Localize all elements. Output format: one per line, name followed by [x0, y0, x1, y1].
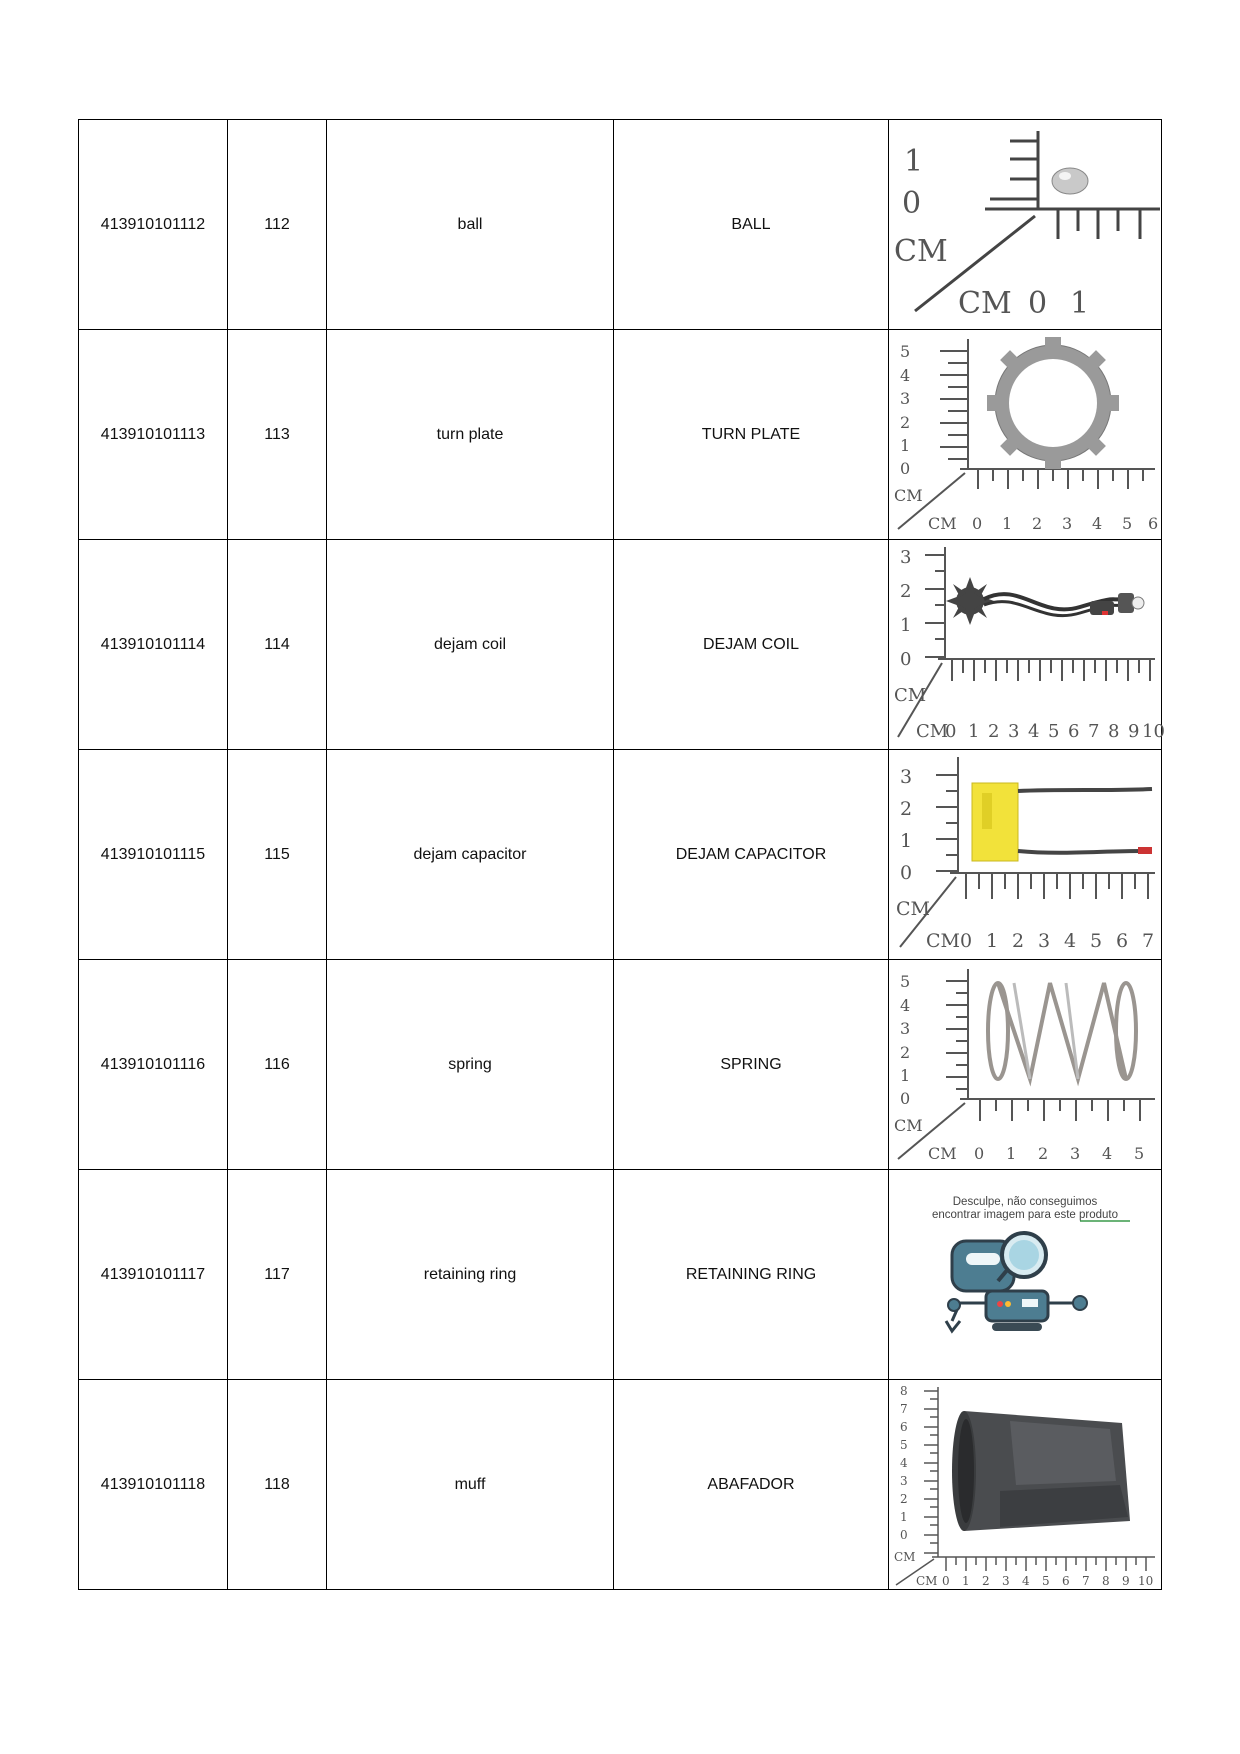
scale-tick-label: 7	[1088, 720, 1100, 742]
scale-tick-label: 1	[904, 143, 924, 179]
scale-tick-label: 0	[900, 458, 911, 478]
scale-tick-label: 10	[1142, 720, 1165, 742]
scale-tick-label: 4	[1102, 1143, 1113, 1163]
scale-tick-label: 1	[900, 1509, 908, 1524]
muff-part	[952, 1411, 1130, 1531]
spring-part	[988, 983, 1136, 1079]
scale-tick-label: 5	[1090, 929, 1103, 952]
scale-tick-label: 3	[1062, 513, 1073, 533]
part-code: 413910101112	[79, 120, 228, 330]
scale-tick-label: 1	[900, 829, 913, 852]
scale-tick-label: 6	[900, 1419, 908, 1434]
scale-tick-label: 9	[1128, 720, 1140, 742]
part-name-en: muff	[327, 1380, 614, 1590]
table-row	[79, 1170, 1162, 1380]
part-name-pt: BALL	[614, 120, 889, 330]
scale-tick-label: 4	[900, 995, 911, 1015]
part-image-cell	[889, 120, 1162, 330]
part-image-cell	[889, 1170, 1162, 1380]
part-image-cell	[889, 540, 1165, 750]
ball-part	[1052, 168, 1088, 194]
part-image-cell	[889, 960, 1162, 1170]
scale-tick-label: 0	[972, 513, 983, 533]
robot-magnifier-icon	[946, 1233, 1087, 1331]
ball-highlight	[1059, 172, 1071, 180]
scale-tick-label: 5	[1122, 513, 1133, 533]
part-code: 413910101113	[79, 330, 228, 540]
scale-unit-label: CM	[916, 1573, 938, 1588]
part-image-cell	[889, 330, 1162, 540]
table-row	[79, 960, 1162, 1170]
part-code: 413910101114	[79, 540, 228, 750]
table-row	[79, 330, 1162, 540]
scale-tick-label: 0	[900, 1527, 908, 1542]
part-name-pt: ABAFADOR	[614, 1380, 889, 1590]
scale-tick-label: 6	[1062, 1573, 1070, 1588]
scale-tick-label: 2	[900, 797, 913, 820]
scale-tick-label: 2	[900, 1491, 908, 1506]
scale-tick-label: 8	[1102, 1573, 1110, 1588]
position-number: 118	[228, 1380, 327, 1590]
scale-tick-label: 1	[1006, 1143, 1017, 1163]
dejam-coil-part	[946, 577, 1144, 625]
scale-unit-label: CM	[928, 1143, 957, 1163]
scale-tick-label: 5	[1048, 720, 1060, 742]
scale-tick-label: 2	[1032, 513, 1043, 533]
parts-table	[78, 119, 1165, 1590]
part-image-cell	[889, 1380, 1162, 1590]
scale-tick-label: 0	[945, 720, 957, 742]
scale-tick-label: 2	[900, 580, 912, 602]
scale-tick-label: 3	[900, 1018, 911, 1038]
scale-tick-label: 0	[900, 861, 913, 884]
scale-tick-label: 0	[900, 1088, 911, 1108]
dejam-coil-photo	[890, 541, 1165, 749]
scale-tick-label: 5	[900, 1437, 908, 1452]
scale-unit-label: CM	[894, 485, 923, 505]
position-number: 114	[228, 540, 327, 750]
turn-plate-photo	[890, 331, 1160, 539]
ball-photo	[890, 121, 1160, 329]
scale-tick-label: 1	[962, 1573, 970, 1588]
scale-tick-label: 10	[1138, 1573, 1154, 1588]
scale-tick-label: 1	[1002, 513, 1013, 533]
scale-tick-label: 2	[1012, 929, 1025, 952]
scale-tick-label: 8	[900, 1383, 908, 1398]
scale-unit-label: CM	[896, 897, 930, 920]
scale-tick-label: 9	[1122, 1573, 1130, 1588]
scale-tick-label: 4	[1092, 513, 1103, 533]
muff-photo	[890, 1381, 1160, 1589]
dejam-capacitor-part	[972, 783, 1152, 861]
scale-tick-label: 3	[900, 546, 912, 568]
part-name-en: dejam coil	[327, 540, 614, 750]
scale-unit-label: CM	[894, 684, 927, 706]
part-image-cell	[889, 750, 1162, 960]
turn-plate-part	[987, 337, 1119, 469]
scale-unit-label: CM	[894, 233, 948, 269]
position-number: 112	[228, 120, 327, 330]
scale-tick-label: 2	[1038, 1143, 1049, 1163]
scale-tick-label: 5	[1134, 1143, 1145, 1163]
scale-tick-label: 1	[1070, 285, 1090, 321]
scale-tick-label: 2	[900, 412, 911, 432]
scale-tick-label: 3	[1008, 720, 1020, 742]
scale-tick-label: 0	[902, 185, 922, 221]
position-number: 116	[228, 960, 327, 1170]
scale-unit-label: CM	[958, 285, 1012, 321]
scale-tick-label: 0	[900, 648, 912, 670]
scale-tick-label: 3	[1070, 1143, 1081, 1163]
placeholder-line-2: encontrar imagem para este produto	[931, 1208, 1119, 1221]
spring-photo	[890, 961, 1160, 1169]
scale-tick-label: 5	[1042, 1573, 1050, 1588]
position-number: 117	[228, 1170, 327, 1380]
scale-tick-label: 4	[1022, 1573, 1030, 1588]
scale-tick-label: 0	[974, 1143, 985, 1163]
dejam-capacitor-photo	[890, 751, 1160, 959]
part-name-pt: SPRING	[614, 960, 889, 1170]
scale-tick-label: 3	[900, 1473, 908, 1488]
scale-tick-label: 5	[900, 971, 911, 991]
part-name-pt: DEJAM CAPACITOR	[614, 750, 889, 960]
scale-tick-label: 7	[1082, 1573, 1090, 1588]
scale-tick-label: 7	[900, 1401, 908, 1416]
part-name-pt: TURN PLATE	[614, 330, 889, 540]
scale-tick-label: 0	[1028, 285, 1048, 321]
position-number: 115	[228, 750, 327, 960]
scale-unit-label: CM	[894, 1115, 923, 1135]
part-name-pt: DEJAM COIL	[614, 540, 889, 750]
scale-tick-label: 4	[900, 365, 911, 385]
scale-tick-label: 4	[900, 1455, 908, 1470]
position-number: 113	[228, 330, 327, 540]
scale-tick-label: 8	[1108, 720, 1120, 742]
table-row	[79, 1380, 1162, 1590]
scale-tick-label: 3	[900, 765, 913, 788]
table-row	[79, 120, 1162, 330]
part-code: 413910101116	[79, 960, 228, 1170]
scale-tick-label: 6	[1116, 929, 1129, 952]
scale-tick-label: 1	[900, 435, 911, 455]
part-name-en: ball	[327, 120, 614, 330]
scale-unit-label: CM	[894, 1549, 916, 1564]
placeholder-line-1: Desculpe, não conseguimos	[952, 1195, 1098, 1208]
part-name-en: turn plate	[327, 330, 614, 540]
scale-tick-label: 1	[900, 614, 912, 636]
scale-tick-label: 2	[900, 1042, 911, 1062]
table-row	[79, 540, 1162, 750]
part-code: 413910101118	[79, 1380, 228, 1590]
scale-tick-label: 3	[1002, 1573, 1010, 1588]
scale-unit-label: CM	[916, 720, 949, 742]
scale-unit-label: CM	[926, 929, 960, 952]
scale-tick-label: 1	[900, 1065, 911, 1085]
scale-tick-label: 4	[1064, 929, 1077, 952]
part-code: 413910101115	[79, 750, 228, 960]
scale-tick-label: 4	[1028, 720, 1040, 742]
scale-tick-label: 3	[1038, 929, 1051, 952]
part-name-pt: RETAINING RING	[614, 1170, 889, 1380]
scale-tick-label: 3	[900, 388, 911, 408]
table-row	[79, 750, 1162, 960]
scale-tick-label: 7	[1142, 929, 1155, 952]
part-name-en: retaining ring	[327, 1170, 614, 1380]
scale-unit-label: CM	[928, 513, 957, 533]
scale-tick-label: 0	[942, 1573, 950, 1588]
scale-tick-label: 0	[960, 929, 973, 952]
scale-tick-label: 2	[982, 1573, 990, 1588]
scale-tick-label: 2	[988, 720, 1000, 742]
scale-tick-label: 5	[900, 341, 911, 361]
part-code: 413910101117	[79, 1170, 228, 1380]
part-name-en: spring	[327, 960, 614, 1170]
no-image-placeholder	[890, 1171, 1160, 1379]
scale-tick-label: 6	[1068, 720, 1080, 742]
scale-tick-label: 1	[986, 929, 999, 952]
scale-tick-label: 1	[968, 720, 980, 742]
part-name-en: dejam capacitor	[327, 750, 614, 960]
scale-tick-label: 6	[1148, 513, 1159, 533]
